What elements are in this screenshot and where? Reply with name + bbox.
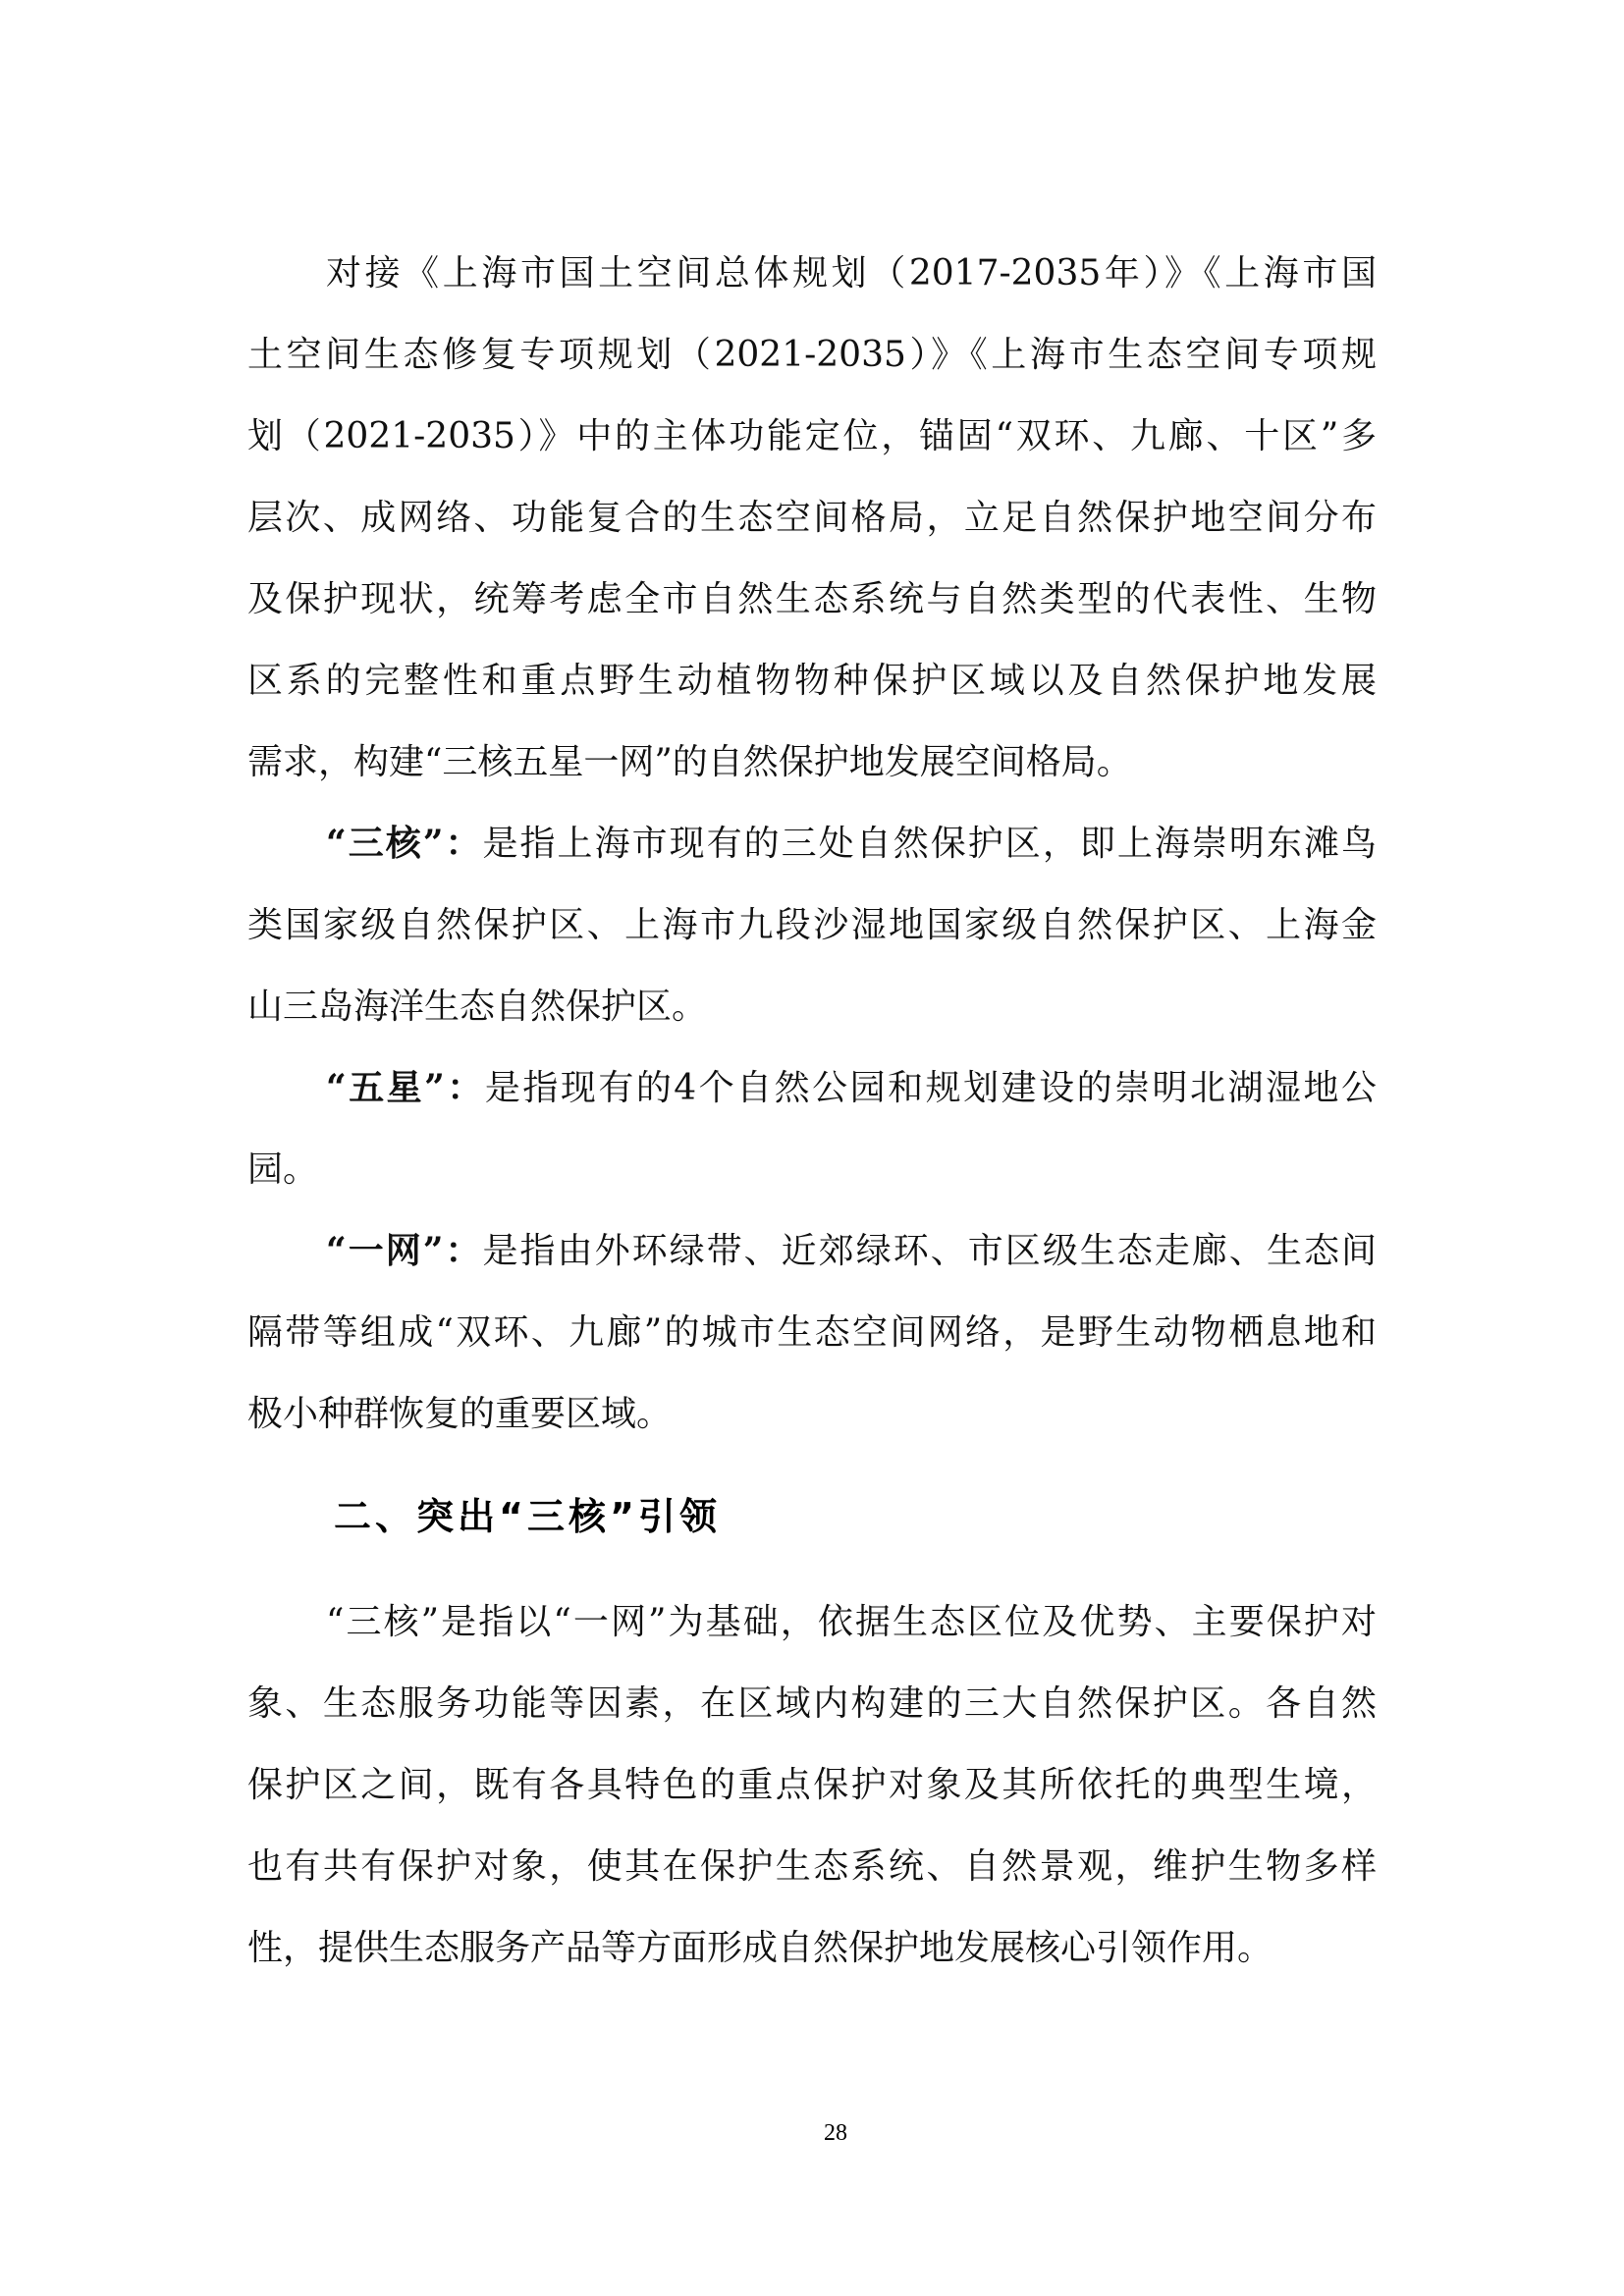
text-run: “三核 — [326, 1602, 421, 1642]
text-run: 隔带等组成“双环、九廊”的城市生态空间网络，是野生动物栖息地和 — [247, 1312, 1377, 1353]
text-run: 对接《上海市国土空间总体规划（2017-2035年）》《上海市国 — [326, 253, 1377, 294]
text-run: 也有共有保护对象，使其在保护生态系统、自然景观，维护生物多样 — [247, 1846, 1377, 1887]
text-run: 土空间生态修复专项规划（2021-2035）》《上海市生态空间专项规 — [247, 335, 1377, 375]
text-run: 区系的完整性和重点野生动植物物种保护区域以及自然保护地发展 — [247, 661, 1377, 701]
bold-term: “五星”： — [326, 1067, 485, 1108]
paragraph-line — [326, 803, 1377, 884]
text-run: 极小种群恢复的重要区域。 — [247, 1394, 673, 1434]
paragraph-line — [326, 1581, 1377, 1663]
paragraph-line — [247, 1826, 1377, 1907]
text-run: 是指现有的4个自然公园和规划建设的崇明北湖湿地公 — [484, 1068, 1377, 1108]
paragraph-line — [247, 314, 1377, 396]
bold-term: “三核”： — [326, 823, 483, 864]
paragraph-line — [247, 1129, 1377, 1210]
page-number: 28 — [824, 2120, 847, 2146]
text-run: 园。 — [247, 1149, 319, 1190]
paragraph-line — [247, 1744, 1377, 1826]
text-run: ”是指以“一网”为基础，依据生态区位及优势、主要保护对 — [420, 1602, 1377, 1642]
text-run: 类国家级自然保护区、上海市九段沙湿地国家级自然保护区、上海金 — [247, 905, 1377, 945]
text-run: 山三岛海洋生态自然保护区。 — [247, 987, 708, 1027]
text-run: 划（2021-2035）》中的主体功能定位，锚固“双环、九廊、十区”多 — [247, 416, 1377, 456]
paragraph-line — [326, 1210, 1377, 1292]
text-run: 需求，构建“三核五星一网”的自然保护地发展空间格局。 — [247, 742, 1132, 782]
paragraph-line — [247, 721, 1377, 803]
paragraph-line — [247, 559, 1377, 640]
text-run: 性，提供生态服务产品等方面形成自然保护地发展核心引领作用。 — [247, 1928, 1273, 1968]
paragraph-line — [247, 1292, 1377, 1373]
paragraph-line — [247, 1373, 1377, 1455]
paragraph-line — [247, 884, 1377, 966]
text-run: 是指由外环绿带、近郊绿环、市区级生态走廊、生态间 — [482, 1231, 1377, 1271]
text-run: 保护区之间，既有各具特色的重点保护对象及其所依托的典型生境， — [247, 1765, 1377, 1805]
bold-term: “一网”： — [326, 1230, 483, 1271]
paragraph-line — [326, 1047, 1377, 1129]
text-run: 象、生态服务功能等因素，在区域内构建的三大自然保护区。各自然 — [247, 1683, 1377, 1724]
text-run: 是指上海市现有的三处自然保护区，即上海崇明东滩鸟 — [482, 824, 1377, 864]
text-run: 及保护现状，统筹考虑全市自然生态系统与自然类型的代表性、生物 — [247, 579, 1377, 619]
paragraph-line — [247, 640, 1377, 721]
paragraph-line — [247, 477, 1377, 559]
paragraph-line — [247, 1907, 1377, 1989]
paragraph-line — [247, 1663, 1377, 1744]
paragraph-line — [326, 233, 1377, 314]
text-run: 层次、成网络、功能复合的生态空间格局，立足自然保护地空间分布 — [247, 498, 1377, 538]
section-heading: 二、突出“三核”引领 — [334, 1495, 721, 1538]
paragraph-line — [247, 396, 1377, 477]
paragraph-line — [247, 966, 1377, 1047]
